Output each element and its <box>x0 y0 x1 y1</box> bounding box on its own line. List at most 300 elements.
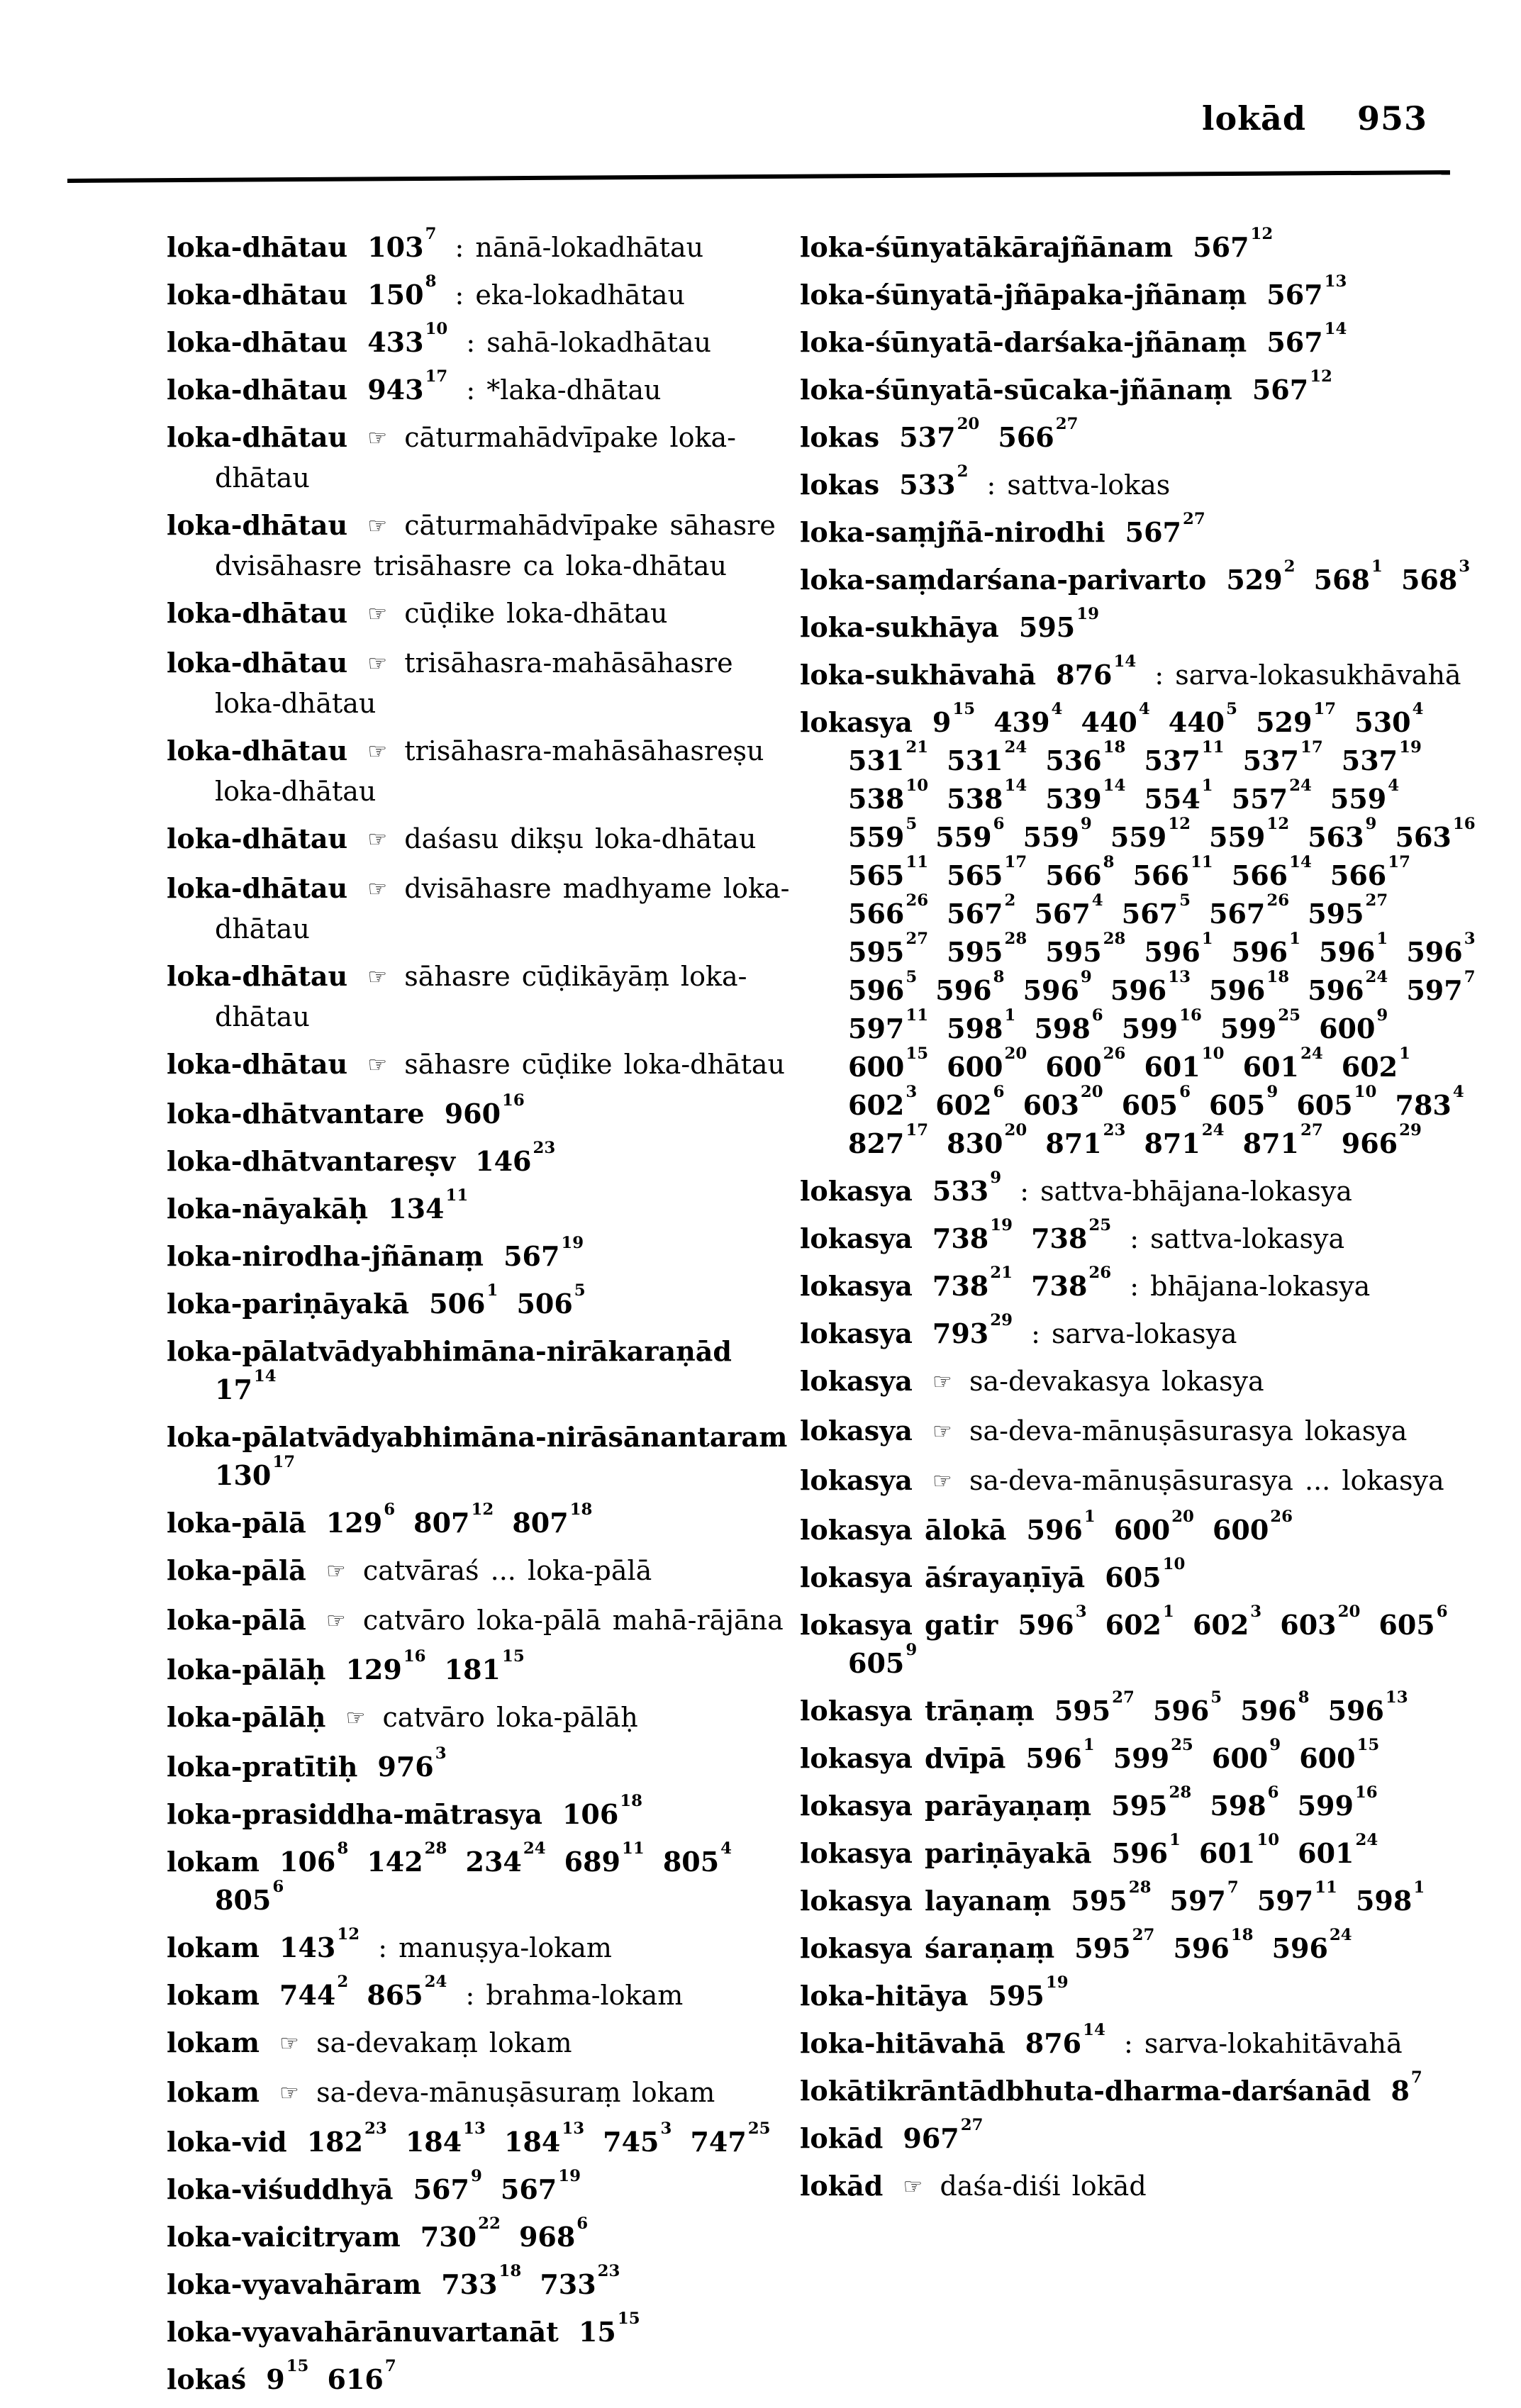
page-line-reference: $533^2$ <box>899 462 969 501</box>
index-entry <box>800 1310 1484 1353</box>
entry-headword: lokasya trāṇaṃ <box>800 1695 1035 1727</box>
page-line-reference: $596^8$ <box>1240 1688 1310 1727</box>
entry-gloss-text: cūḍike loka-dhātau <box>404 598 668 629</box>
page-line-reference: $599^{25}$ <box>1220 1005 1300 1044</box>
page-line-reference: $595^{28}$ <box>1111 1783 1192 1822</box>
page-line-reference: $827^{17}$ <box>848 1120 929 1159</box>
index-entry <box>167 1091 805 1133</box>
entry-headword: loka-vaicitryam <box>167 2221 401 2253</box>
line-number-superscript: 26 <box>1088 1263 1112 1282</box>
line-number-superscript: 6 <box>993 814 1005 833</box>
entry-gloss-text: sa-devakaṃ lokam <box>316 2027 572 2058</box>
right-column <box>800 224 1484 2217</box>
line-number-superscript: 17 <box>1300 737 1323 757</box>
entry-gloss-text: cāturmahādvīpake sāhasre dvisāhasre trisāhasre ca loka-dhātau <box>215 510 776 581</box>
line-number-superscript: 1 <box>1289 929 1300 948</box>
page-line-reference: $596^1$ <box>1111 1830 1181 1869</box>
index-entry <box>800 272 1484 314</box>
entry-headword: lokasya <box>800 1222 913 1254</box>
entry-headword: loka-dhātau <box>167 735 348 767</box>
line-number-superscript: 20 <box>1171 1507 1194 1526</box>
cross-reference-pointer-icon: ☞ <box>279 2080 299 2106</box>
line-number-superscript: 27 <box>960 2115 984 2134</box>
cross-reference-pointer-icon: ☞ <box>932 1369 952 1395</box>
line-number-superscript: 11 <box>1201 737 1225 757</box>
entry-headword: lokasya layanaṃ <box>800 1885 1052 1917</box>
line-number-superscript: 5 <box>1226 699 1237 718</box>
line-number-superscript: 3 <box>1250 1602 1262 1621</box>
entry-headword: lokasya ālokā <box>800 1514 1007 1546</box>
page-line-reference: $106^{18}$ <box>562 1791 642 1830</box>
index-entry <box>800 224 1484 267</box>
page-line-reference: $602^3$ <box>848 1082 918 1121</box>
entry-gloss-text: : bhājana-lokasya <box>1130 1271 1371 1302</box>
entry-gloss-text: daśa-diśi lokād <box>940 2170 1147 2202</box>
page-line-reference: $143^{12}$ <box>279 1924 360 1963</box>
entry-headword: lokasya <box>800 1464 913 1496</box>
page-line-reference: $596^{13}$ <box>1110 967 1191 1006</box>
index-entry <box>800 1735 1484 1778</box>
entry-headword: loka-dhātau <box>167 647 348 679</box>
line-number-superscript: 19 <box>1045 1973 1069 1992</box>
line-number-superscript: 6 <box>1436 1602 1448 1621</box>
index-entry <box>800 699 1484 1163</box>
page-line-reference: $567^{14}$ <box>1266 319 1347 358</box>
line-number-superscript: 5 <box>1179 891 1191 910</box>
line-number-superscript: 5 <box>906 814 918 833</box>
entry-headword: lokam <box>167 1846 260 1878</box>
index-entry <box>800 1925 1484 1968</box>
index-entry <box>167 1551 805 1592</box>
index-entry <box>800 509 1484 552</box>
page-line-reference: $567^{13}$ <box>1266 272 1347 311</box>
line-number-superscript: 27 <box>1365 891 1388 910</box>
line-number-superscript: 4 <box>1138 699 1150 718</box>
page-line-reference: $733^{18}$ <box>441 2261 522 2300</box>
line-number-superscript: 7 <box>1464 967 1476 986</box>
entry-gloss-text: sāhasre cūḍike loka-dhātau <box>404 1049 786 1080</box>
entry-headword: loka-saṃjñā-nirodhi <box>800 516 1105 548</box>
page-line-reference: $730^{22}$ <box>420 2214 501 2253</box>
index-entry <box>167 644 805 723</box>
entry-headword: loka-dhātau <box>167 509 348 541</box>
running-head <box>1202 99 1427 138</box>
entry-headword: lokasya <box>800 1365 913 1397</box>
page-line-reference: $597^7$ <box>1169 1878 1239 1917</box>
line-number-superscript: 11 <box>1315 1878 1337 1897</box>
page-line-reference: $506^5$ <box>516 1281 586 1320</box>
page-line-reference: $597^{11}$ <box>848 1005 929 1044</box>
page-line-reference: $537^{19}$ <box>1341 737 1422 776</box>
entry-headword: lokasya śaraṇaṃ <box>800 1932 1055 1964</box>
cross-reference-pointer-icon: ☞ <box>903 2174 923 2200</box>
index-entry <box>167 1601 805 1641</box>
entry-headword: lokam <box>167 1979 260 2011</box>
page-line-reference: $738^{26}$ <box>1031 1263 1112 1302</box>
page-line-reference: $566^{27}$ <box>998 414 1079 453</box>
entry-gloss-text: : sarva-lokahitāvahā <box>1123 2028 1403 2059</box>
line-number-superscript: 2 <box>337 1972 349 1991</box>
page-line-reference: $595^{28}$ <box>947 929 1027 968</box>
page-line-reference: $563^9$ <box>1308 814 1377 853</box>
index-entry <box>800 1830 1484 1873</box>
entry-headword: loka-pālāḥ <box>167 1701 326 1733</box>
entry-headword: loka-śūnyatākārajñānam <box>800 231 1174 263</box>
page-line-reference: $440^4$ <box>1081 699 1150 738</box>
line-number-superscript: 24 <box>1329 1925 1352 1944</box>
line-number-superscript: 4 <box>1388 776 1400 795</box>
line-number-superscript: 3 <box>906 1082 918 1101</box>
page-line-reference: $605^9$ <box>1209 1082 1278 1121</box>
entry-headword: loka-prasiddha-mātrasya <box>167 1798 542 1830</box>
line-number-superscript: 23 <box>533 1138 556 1157</box>
page-line-reference: $181^{15}$ <box>444 1646 525 1685</box>
entry-gloss-text: : sattva-bhājana-lokasya <box>1020 1176 1352 1207</box>
line-number-superscript: 16 <box>403 1646 426 1666</box>
line-number-superscript: 14 <box>1083 2020 1105 2039</box>
line-number-superscript: 1 <box>1413 1878 1425 1897</box>
index-entry <box>167 367 805 409</box>
index-entry <box>800 1461 1484 1502</box>
line-number-superscript: 3 <box>1459 557 1471 576</box>
cross-reference-pointer-icon: ☞ <box>367 651 388 676</box>
line-number-superscript: 17 <box>1313 699 1337 718</box>
page-line-reference: $129^6$ <box>325 1500 396 1539</box>
page-line-reference: $597^7$ <box>1406 967 1476 1006</box>
left-column <box>167 224 805 2408</box>
page-line-reference: $559^9$ <box>1023 814 1092 853</box>
entry-headword: loka-dhātau <box>167 231 348 263</box>
line-number-superscript: 14 <box>1004 776 1027 795</box>
entry-headword: loka-hitāya <box>800 1980 969 2012</box>
entry-headword: loka-saṃdarśana-parivarto <box>800 564 1207 596</box>
line-number-superscript: 4 <box>1091 891 1103 910</box>
index-entry <box>167 1045 805 1086</box>
page-line-reference: $600^9$ <box>1211 1735 1281 1774</box>
page-line-reference: $596^1$ <box>1026 1507 1096 1546</box>
entry-headword: loka-pālā <box>167 1554 306 1586</box>
line-number-superscript: 6 <box>1091 1005 1103 1025</box>
page-line-reference: $537^{11}$ <box>1144 737 1225 776</box>
index-entry <box>167 2214 805 2256</box>
page-line-reference: $595^{19}$ <box>988 1973 1069 2012</box>
entry-gloss-text: catvāro loka-pālāḥ <box>382 1702 638 1733</box>
page-line-reference: $783^4$ <box>1395 1082 1464 1121</box>
page-line-reference: $529^2$ <box>1226 557 1296 596</box>
index-entry <box>800 2115 1484 2158</box>
index-entry <box>167 869 805 948</box>
line-number-superscript: 10 <box>1201 1044 1225 1063</box>
page-line-reference: $568^1$ <box>1313 557 1383 596</box>
line-number-superscript: 12 <box>1310 367 1332 386</box>
entry-gloss-text: : sarva-lokasya <box>1031 1318 1237 1349</box>
page-line-reference: $600^{20}$ <box>1113 1507 1194 1546</box>
index-entry <box>167 319 805 362</box>
line-number-superscript: 17 <box>1004 852 1027 871</box>
entry-gloss-text: catvāraś ... loka-pālā <box>362 1555 652 1586</box>
page-line-reference: $146^{23}$ <box>475 1138 556 1177</box>
page-line-reference: $876^{14}$ <box>1025 2020 1105 2059</box>
page-line-reference: $967^{27}$ <box>903 2115 984 2154</box>
index-entry <box>167 1744 805 1786</box>
index-entry <box>167 732 805 810</box>
entry-headword: lokam <box>167 1932 260 1963</box>
line-number-superscript: 28 <box>1128 1878 1152 1897</box>
line-number-superscript: 19 <box>558 2166 581 2185</box>
page-line-reference: $598^1$ <box>947 1005 1016 1044</box>
line-number-superscript: 25 <box>1278 1005 1300 1025</box>
page-line-reference: $744^2$ <box>279 1972 349 2011</box>
entry-headword: loka-śūnyatā-sūcaka-jñānaṃ <box>800 374 1232 406</box>
page-line-reference: $537^{20}$ <box>899 414 980 453</box>
page-line-reference: $559^{12}$ <box>1110 814 1191 853</box>
line-number-superscript: 1 <box>1083 1735 1095 1754</box>
line-number-superscript: 17 <box>425 367 448 386</box>
index-entry <box>800 1783 1484 1825</box>
line-number-superscript: 7 <box>1227 1878 1239 1897</box>
entry-headword: loka-pālāḥ <box>167 1654 326 1685</box>
line-number-superscript: 21 <box>906 737 929 757</box>
line-number-superscript: 8 <box>1298 1688 1310 1707</box>
line-number-superscript: 20 <box>957 414 980 433</box>
page-line-reference: $529^{17}$ <box>1256 699 1337 738</box>
page-line-reference: $871^{27}$ <box>1242 1120 1323 1159</box>
line-number-superscript: 7 <box>1410 2068 1422 2087</box>
cross-reference-pointer-icon: ☞ <box>932 1419 952 1444</box>
entry-headword: loka-viśuddhyā <box>167 2173 394 2205</box>
entry-headword: lokātikrāntādbhuta-dharma-darśanād <box>800 2075 1371 2107</box>
index-entry <box>800 1602 1484 1683</box>
page-line-reference: $531^{24}$ <box>947 737 1027 776</box>
line-number-superscript: 1 <box>1376 929 1388 948</box>
line-number-superscript: 23 <box>597 2261 620 2280</box>
entry-headword: lokasya <box>800 1317 913 1349</box>
page-line-reference: $807^{12}$ <box>413 1500 494 1539</box>
page-line-reference: $596^{24}$ <box>1308 967 1388 1006</box>
line-number-superscript: 1 <box>1004 1005 1016 1025</box>
page-line-reference: $603^{20}$ <box>1280 1602 1361 1641</box>
page-line-reference: $595^{27}$ <box>848 929 929 968</box>
line-number-superscript: 20 <box>1080 1082 1103 1101</box>
page-line-reference: $567^2$ <box>947 891 1016 930</box>
page-line-reference: $596^{18}$ <box>1209 967 1290 1006</box>
entry-gloss-text: daśasu dikṣu loka-dhātau <box>404 823 757 854</box>
page-line-reference: $600^{20}$ <box>947 1044 1027 1083</box>
line-number-superscript: 11 <box>621 1839 645 1858</box>
page-line-reference: $130^{17}$ <box>215 1452 296 1491</box>
line-number-superscript: 14 <box>253 1366 277 1386</box>
index-entry <box>800 2068 1484 2110</box>
cross-reference-pointer-icon: ☞ <box>325 1559 346 1584</box>
page-line-reference: $103^7$ <box>367 224 437 263</box>
entry-gloss-text: trisāhasra-mahāsāhasre loka-dhātau <box>215 647 733 719</box>
entry-headword: loka-pālatvādyabhimāna-nirāsānantaram <box>167 1421 788 1453</box>
line-number-superscript: 26 <box>1270 1507 1293 1526</box>
page-line-reference: $600^{15}$ <box>848 1044 929 1083</box>
page-line-reference: $605^{10}$ <box>1105 1554 1186 1593</box>
page-line-reference: $601^{24}$ <box>1298 1830 1378 1869</box>
line-number-superscript: 12 <box>337 1924 360 1944</box>
line-number-superscript: 19 <box>1076 604 1099 623</box>
line-number-superscript: 5 <box>1210 1688 1222 1707</box>
line-number-superscript: 25 <box>1171 1735 1193 1754</box>
page-line-reference: $960^{16}$ <box>444 1091 525 1130</box>
line-number-superscript: 13 <box>1385 1688 1408 1707</box>
index-entry <box>167 2166 805 2209</box>
line-number-superscript: 9 <box>1266 1082 1278 1101</box>
page-line-reference: $605^9$ <box>848 1640 918 1679</box>
entry-headword: lokasya gatir <box>800 1609 998 1641</box>
entry-headword: loka-hitāvahā <box>800 2027 1005 2059</box>
page-line-reference: $559^4$ <box>1330 776 1400 815</box>
page-line-reference: $602^3$ <box>1192 1602 1262 1641</box>
index-entry <box>167 1138 805 1181</box>
line-number-superscript: 25 <box>747 2119 771 2138</box>
page-line-reference: $871^{23}$ <box>1045 1120 1126 1159</box>
page-line-reference: $538^{14}$ <box>947 776 1027 815</box>
line-number-superscript: 16 <box>1179 1005 1202 1025</box>
line-number-superscript: 29 <box>1399 1120 1422 1139</box>
page-line-reference: $559^{12}$ <box>1209 814 1290 853</box>
line-number-superscript: 14 <box>1324 319 1347 338</box>
entry-gloss-text: sāhasre cūḍikāyāṃ loka-dhātau <box>215 961 747 1032</box>
page-line-reference: $15^{15}$ <box>578 2309 640 2348</box>
page-line-reference: $605^{10}$ <box>1296 1082 1377 1121</box>
page-line-reference: $566^{26}$ <box>848 891 929 930</box>
index-entry <box>167 1418 805 1495</box>
page-line-reference: $566^{11}$ <box>1132 852 1213 891</box>
index-entry <box>800 1507 1484 1549</box>
entry-headword: loka-nāyakāḥ <box>167 1193 369 1225</box>
entry-headword: loka-dhātau <box>167 374 348 406</box>
line-number-superscript: 18 <box>620 1791 642 1810</box>
line-number-superscript: 5 <box>574 1281 586 1300</box>
line-number-superscript: 8 <box>993 967 1005 986</box>
page-line-reference: $531^{21}$ <box>848 737 929 776</box>
index-entry <box>167 1698 805 1739</box>
line-number-superscript: 9 <box>1080 967 1092 986</box>
header-rule <box>67 170 1450 183</box>
page-line-reference: $184^{13}$ <box>504 2119 585 2158</box>
page-line-reference: $567^4$ <box>1034 891 1103 930</box>
entry-headword: loka-dhātau <box>167 872 348 904</box>
page-line-reference: $943^{17}$ <box>367 367 448 406</box>
line-number-superscript: 10 <box>425 319 448 338</box>
page-line-reference: $733^{23}$ <box>540 2261 620 2300</box>
line-number-superscript: 24 <box>1004 737 1027 757</box>
line-number-superscript: 18 <box>1266 967 1290 986</box>
index-entry <box>167 1791 805 1834</box>
entry-headword: loka-vid <box>167 2126 287 2158</box>
page-line-reference: $596^5$ <box>1152 1688 1222 1727</box>
page-line-reference: $689^{11}$ <box>564 1839 645 1878</box>
entry-headword: loka-dhātau <box>167 421 348 453</box>
running-head-guide-word: lokād <box>1202 99 1306 138</box>
page-line-reference: $142^{28}$ <box>367 1839 447 1878</box>
line-number-superscript: 4 <box>720 1839 732 1858</box>
page-line-reference: $600^{15}$ <box>1299 1735 1380 1774</box>
line-number-superscript: 11 <box>906 852 929 871</box>
index-entry <box>167 1924 805 1967</box>
line-number-superscript: 24 <box>1300 1044 1323 1063</box>
page-line-reference: $184^{13}$ <box>405 2119 486 2158</box>
page-line-reference: $616^7$ <box>327 2356 396 2395</box>
page-line-reference: $598^6$ <box>1034 1005 1103 1044</box>
index-entry <box>167 1646 805 1689</box>
index-entry <box>167 2309 805 2351</box>
page-line-reference: $805^4$ <box>662 1839 732 1878</box>
line-number-superscript: 26 <box>906 891 929 910</box>
line-number-superscript: 13 <box>1168 967 1191 986</box>
line-number-superscript: 13 <box>1324 272 1347 291</box>
line-number-superscript: 6 <box>993 1082 1005 1101</box>
entry-gloss-text: : sahā-lokadhātau <box>466 327 711 358</box>
line-number-superscript: 18 <box>1103 737 1126 757</box>
page-line-reference: $595^{28}$ <box>1045 929 1126 968</box>
page-line-reference: $557^{24}$ <box>1231 776 1312 815</box>
line-number-superscript: 24 <box>1365 967 1388 986</box>
page-line-reference: $738^{21}$ <box>932 1263 1013 1302</box>
line-number-superscript: 9 <box>1269 1735 1281 1754</box>
page-line-reference: $600^{26}$ <box>1045 1044 1126 1083</box>
page-line-reference: $601^{10}$ <box>1144 1044 1225 1083</box>
entry-headword: lokaś <box>167 2363 247 2395</box>
line-number-superscript: 16 <box>502 1091 525 1110</box>
line-number-superscript: 6 <box>576 2214 589 2233</box>
entry-headword: lokas <box>800 469 880 501</box>
page-line-reference: $234^{24}$ <box>465 1839 546 1878</box>
line-number-superscript: 23 <box>364 2119 387 2138</box>
line-number-superscript: 4 <box>1051 699 1063 718</box>
line-number-superscript: 13 <box>562 2119 585 2138</box>
line-number-superscript: 6 <box>1267 1783 1279 1802</box>
page-line-reference: $603^{20}$ <box>1023 1082 1103 1121</box>
entry-headword: loka-dhātau <box>167 326 348 358</box>
page-line-reference: $8^7$ <box>1391 2068 1422 2107</box>
page-line-reference: $599^{16}$ <box>1121 1005 1202 1044</box>
line-number-superscript: 21 <box>990 1263 1013 1282</box>
index-entry <box>167 506 805 585</box>
index-entry <box>167 1972 805 2014</box>
entry-headword: loka-nirodha-jñānaṃ <box>167 1240 484 1272</box>
entry-headword: loka-dhātvantare <box>167 1098 425 1130</box>
line-number-superscript: 15 <box>906 1044 929 1063</box>
index-entry <box>800 1688 1484 1730</box>
page-line-reference: $565^{17}$ <box>947 852 1027 891</box>
entry-headword: loka-dhātau <box>167 1048 348 1080</box>
index-entry <box>167 594 805 635</box>
line-number-superscript: 27 <box>1182 509 1205 528</box>
entry-gloss-text: : sattva-lokas <box>986 469 1171 501</box>
line-number-superscript: 16 <box>1452 814 1476 833</box>
page-line-reference: $530^4$ <box>1354 699 1424 738</box>
index-entry <box>800 1362 1484 1403</box>
index-entry <box>167 2119 805 2161</box>
entry-headword: lokasya <box>800 1175 913 1207</box>
line-number-superscript: 18 <box>498 2261 522 2280</box>
index-entry <box>800 1168 1484 1210</box>
page-line-reference: $506^1$ <box>429 1281 498 1320</box>
line-number-superscript: 15 <box>952 699 976 718</box>
index-entry <box>800 557 1484 599</box>
page-line-reference: $596^{24}$ <box>1271 1925 1352 1964</box>
line-number-superscript: 2 <box>1283 557 1296 576</box>
index-entry <box>800 1973 1484 2015</box>
page-line-reference: $9^{15}$ <box>266 2356 309 2395</box>
page-line-reference: $596^1$ <box>1231 929 1300 968</box>
entry-headword: loka-dhātau <box>167 597 348 629</box>
entry-headword: loka-dhātvantareṣv <box>167 1145 456 1177</box>
